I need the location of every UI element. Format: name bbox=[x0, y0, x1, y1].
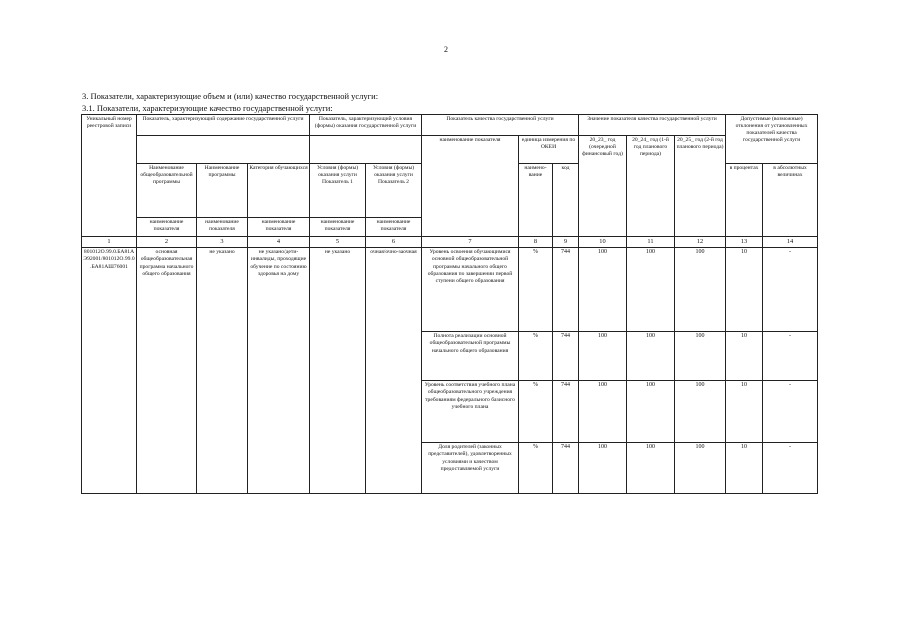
indicator-value-year-3: 100 bbox=[675, 248, 726, 332]
table-row bbox=[82, 248, 818, 332]
record-condition-1: не указано bbox=[310, 248, 366, 494]
column-number: 12 bbox=[675, 237, 726, 248]
header-name-label: наименование показателя bbox=[310, 218, 366, 237]
header-value-group: Значение показателя качества государственной услуги bbox=[579, 115, 726, 136]
column-number: 4 bbox=[248, 237, 310, 248]
indicator-value-year-2: 100 bbox=[627, 332, 675, 381]
column-number: 2 bbox=[137, 237, 197, 248]
subsection-heading: 3.1. Показатели, характеризующие качество государственной услуги: bbox=[82, 103, 333, 113]
header-content-group: Показатель, характеризующий содержание государственной услуги bbox=[137, 115, 310, 136]
record-category: не указано/дети-инвалиды, проходящие обучение по состоянию здоровья на дому bbox=[248, 248, 310, 494]
indicator-deviation-absolute: - bbox=[763, 332, 818, 381]
header-program-kind: Наименование программы bbox=[197, 164, 248, 218]
indicator-unit: % bbox=[519, 381, 553, 443]
indicator-unit: % bbox=[519, 332, 553, 381]
indicator-name: Доля родителей (законных представителей), удовлетворенных условиями и качеством предоставляемой услуги bbox=[422, 443, 519, 494]
indicator-deviation-percent: 10 bbox=[726, 381, 763, 443]
indicator-deviation-percent: 10 bbox=[726, 443, 763, 494]
header-name-label: наименование показателя bbox=[197, 218, 248, 237]
indicator-name: Уровень освоения обучающимися основной общеобразовательной программы начального общего образования по завершении первой ступени общего образования bbox=[422, 248, 519, 332]
header-name-label: наименование показателя bbox=[366, 218, 422, 237]
indicator-value-year-2: 100 bbox=[627, 381, 675, 443]
indicator-name: Уровень соответствия учебного плана общеобразовательного учреждения требованиям федерального базисного учебного плана bbox=[422, 381, 519, 443]
header-conditions-spacer bbox=[310, 136, 422, 164]
column-number: 3 bbox=[197, 237, 248, 248]
indicator-value-year-3: 100 bbox=[675, 332, 726, 381]
indicator-unit: % bbox=[519, 443, 553, 494]
column-number-row bbox=[82, 237, 818, 248]
header-indicator-name: наименование показателя bbox=[422, 136, 519, 237]
indicator-value-year-1: 100 bbox=[579, 332, 627, 381]
indicator-deviation-percent: 10 bbox=[726, 332, 763, 381]
indicator-value-year-3: 100 bbox=[675, 381, 726, 443]
quality-indicators-table bbox=[81, 114, 818, 494]
indicator-deviation-absolute: - bbox=[763, 248, 818, 332]
header-program-name: Наименование общеобразовательной программы bbox=[137, 164, 197, 218]
column-number: 14 bbox=[763, 237, 818, 248]
header-condition-2: Условия (формы) оказания услуги Показатель 2 bbox=[366, 164, 422, 218]
header-unit-group: единица измерения по ОКЕИ bbox=[519, 136, 579, 164]
header-name-label: наименование показателя bbox=[137, 218, 197, 237]
indicator-deviation-percent: 10 bbox=[726, 248, 763, 332]
indicator-code: 744 bbox=[553, 443, 579, 494]
header-unit-code: код bbox=[553, 164, 579, 237]
record-program-name: основная общеобразовательная программа начального общего образования bbox=[137, 248, 197, 494]
column-number: 6 bbox=[366, 237, 422, 248]
header-year-3: 20_25_ год (2-й год планового периода) bbox=[675, 136, 726, 237]
header-deviation-group: Допустимые (возможные) отклонения от установленных показателей качества государственной услуги bbox=[726, 115, 818, 164]
section-heading: 3. Показатели, характеризующие объем и (или) качество государственной услуги: bbox=[82, 91, 379, 101]
column-number: 9 bbox=[553, 237, 579, 248]
indicator-deviation-absolute: - bbox=[763, 443, 818, 494]
header-conditions-group: Показатель, характеризующий условия (формы) оказания государственной услуги bbox=[310, 115, 422, 136]
record-program-kind: не указано bbox=[197, 248, 248, 494]
column-number: 1 bbox=[82, 237, 137, 248]
header-quality-group: Показатель качества государственной услуги bbox=[422, 115, 579, 136]
header-dev-percent: в процентах bbox=[726, 164, 763, 237]
column-number: 5 bbox=[310, 237, 366, 248]
column-number: 8 bbox=[519, 237, 553, 248]
header-content-spacer bbox=[137, 136, 310, 164]
record-condition-2: очная/очно-заочная bbox=[366, 248, 422, 494]
indicator-value-year-3: 100 bbox=[675, 443, 726, 494]
header-unit-name: наимено-вание bbox=[519, 164, 553, 237]
header-dev-absolute: в абсолютных величинах bbox=[763, 164, 818, 237]
column-number: 7 bbox=[422, 237, 519, 248]
indicator-deviation-absolute: - bbox=[763, 381, 818, 443]
indicator-code: 744 bbox=[553, 332, 579, 381]
header-category: Категория обучающихся bbox=[248, 164, 310, 218]
indicator-code: 744 bbox=[553, 248, 579, 332]
indicator-code: 744 bbox=[553, 381, 579, 443]
indicator-name: Полнота реализации основной общеобразовательной программы начального общего образования bbox=[422, 332, 519, 381]
column-number: 11 bbox=[627, 237, 675, 248]
indicator-value-year-2: 100 bbox=[627, 443, 675, 494]
column-number: 10 bbox=[579, 237, 627, 248]
indicator-value-year-2: 100 bbox=[627, 248, 675, 332]
column-number: 13 bbox=[726, 237, 763, 248]
indicator-unit: % bbox=[519, 248, 553, 332]
record-unique-number: 801012О.99.0.БА81АЭ92001/801012О.99.0.БА81АШ76001 bbox=[82, 248, 137, 494]
header-year-1: 20_23_ год (очередной финансовый год) bbox=[579, 136, 627, 237]
header-year-2: 20_24_ год (1-й год планового периода) bbox=[627, 136, 675, 237]
page-number: 2 bbox=[444, 45, 448, 54]
header-name-label: наименование показателя bbox=[248, 218, 310, 237]
header-condition-1: Условия (формы) оказания услуги Показатель 1 bbox=[310, 164, 366, 218]
indicator-value-year-1: 100 bbox=[579, 248, 627, 332]
header-unique-number: Уникальный номер реестровой записи bbox=[82, 115, 137, 237]
indicator-value-year-1: 100 bbox=[579, 443, 627, 494]
indicator-value-year-1: 100 bbox=[579, 381, 627, 443]
